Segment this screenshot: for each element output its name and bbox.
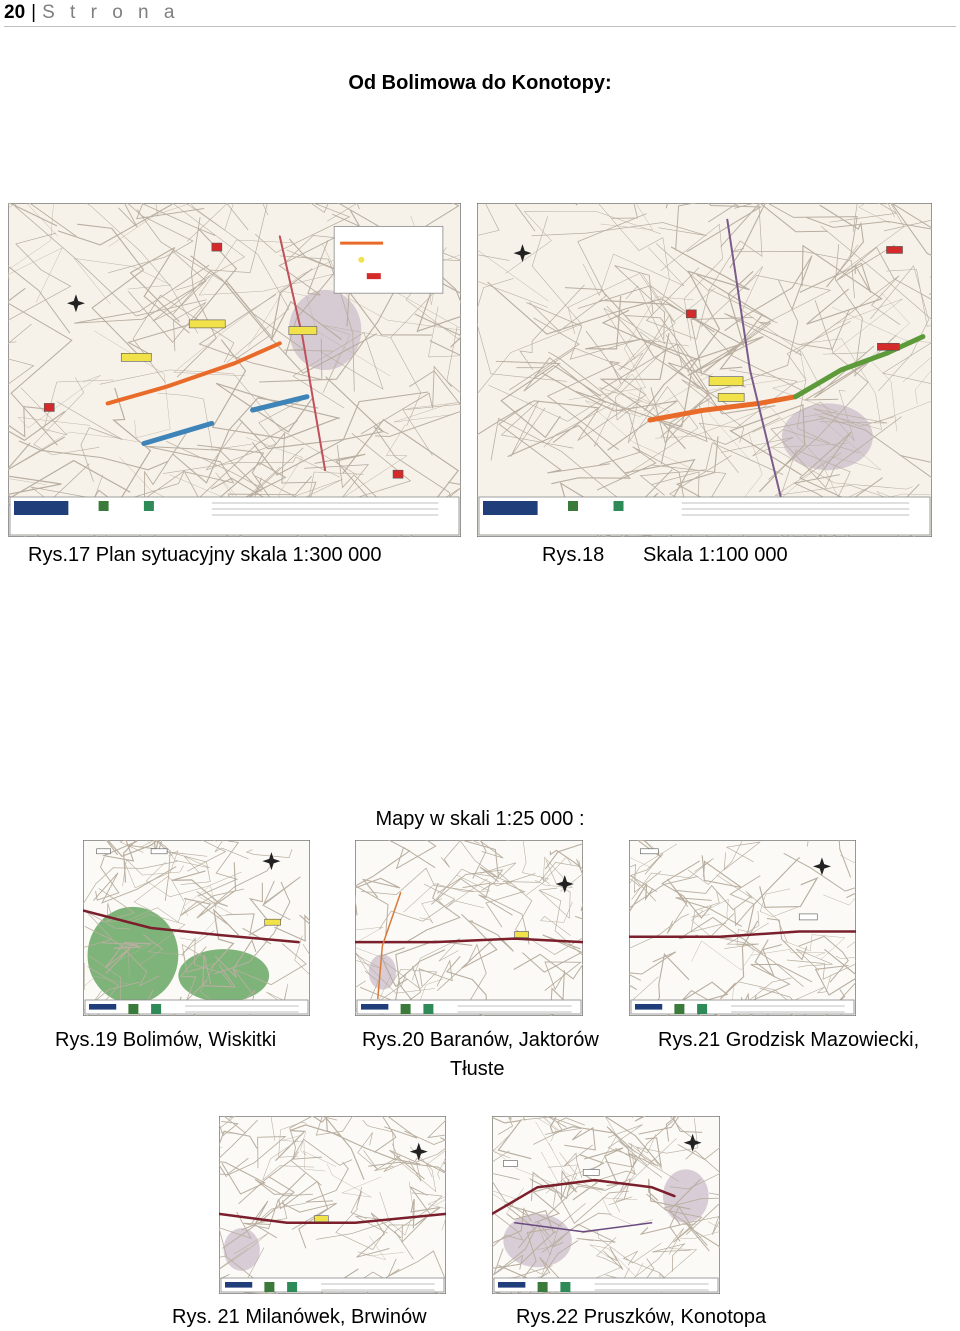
caption-rys20-line1: Rys.20 Baranów, Jaktorów xyxy=(362,1029,599,1051)
caption-rys19: Rys.19 Bolimów, Wiskitki xyxy=(55,1029,277,1051)
map-rys18-detail xyxy=(477,203,932,537)
partner-logo xyxy=(697,1004,707,1014)
map-graphic xyxy=(8,203,461,537)
company-logo xyxy=(225,1282,252,1288)
map-label-box xyxy=(314,1216,328,1222)
map-label-box xyxy=(393,470,403,478)
caption-rys21: Rys.21 Grodzisk Mazowiecki, xyxy=(658,1029,920,1051)
map-label-box xyxy=(709,377,743,386)
map-graphic xyxy=(492,1116,720,1294)
map-label-box xyxy=(718,393,744,401)
map-label-box xyxy=(189,320,225,328)
partner-logo xyxy=(423,1004,433,1014)
map-graphic xyxy=(629,840,856,1016)
map-rys21-milanowek xyxy=(219,1116,446,1294)
caption-rys17: Rys.17 Plan sytuacyjny skala 1:300 000 xyxy=(28,544,382,566)
legend-swatch xyxy=(358,257,364,263)
map-label-box xyxy=(887,246,903,253)
partner-logo xyxy=(674,1004,684,1014)
map-label-box xyxy=(121,353,151,361)
header-separator: | xyxy=(31,2,37,23)
partner-logo xyxy=(287,1282,297,1292)
company-logo xyxy=(89,1004,116,1010)
partner-logo xyxy=(144,501,154,511)
map-graphic xyxy=(83,840,310,1016)
partner-logo xyxy=(560,1282,570,1292)
partner-logo xyxy=(151,1004,161,1014)
partner-logo xyxy=(401,1004,411,1014)
legend-swatch xyxy=(367,273,381,279)
map-label-box xyxy=(151,849,167,854)
page-title: Od Bolimowa do Konotopy: xyxy=(348,72,612,94)
company-logo xyxy=(635,1004,662,1010)
map-label-box xyxy=(44,403,54,411)
page-number: 20 xyxy=(4,2,26,23)
map-graphic xyxy=(477,203,932,537)
page-word: S t r o n a xyxy=(42,2,180,23)
map-label-box xyxy=(503,1161,517,1167)
map-rys17-overview xyxy=(8,203,461,537)
map-rys19 xyxy=(83,840,310,1016)
partner-logo xyxy=(264,1282,274,1292)
map-label-box xyxy=(97,849,111,854)
map-rys22 xyxy=(492,1116,720,1294)
company-logo xyxy=(483,501,538,515)
partner-logo xyxy=(568,501,578,511)
caption-rys20-line2: Tłuste xyxy=(450,1058,505,1080)
legend-box xyxy=(334,226,443,293)
partner-logo xyxy=(614,501,624,511)
map-label-box xyxy=(212,243,222,251)
caption-rys18-number: Rys.18 xyxy=(542,544,605,566)
urban-area xyxy=(663,1169,709,1222)
company-logo xyxy=(361,1004,388,1010)
map-label-box xyxy=(583,1169,599,1175)
caption-rys21-milanowek: Rys. 21 Milanówek, Brwinów xyxy=(172,1306,427,1328)
map-label-box xyxy=(515,932,529,938)
map-label-box xyxy=(877,343,899,350)
map-graphic xyxy=(355,840,583,1016)
map-rys21 xyxy=(629,840,856,1016)
caption-rys22: Rys.22 Pruszków, Konotopa xyxy=(516,1306,767,1328)
map-graphic xyxy=(219,1116,446,1294)
section-title: Mapy w skali 1:25 000 : xyxy=(375,808,585,830)
map-rys20 xyxy=(355,840,583,1016)
map-label-box xyxy=(799,914,817,920)
partner-logo xyxy=(538,1282,548,1292)
company-logo xyxy=(14,501,68,515)
company-logo xyxy=(498,1282,525,1288)
map-label-box xyxy=(265,919,281,925)
partner-logo xyxy=(128,1004,138,1014)
map-frame xyxy=(477,203,932,537)
map-label-box xyxy=(640,849,658,854)
partner-logo xyxy=(99,501,109,511)
caption-rys18-text: Skala 1:100 000 xyxy=(643,544,788,566)
page-header xyxy=(4,0,956,27)
map-label-box xyxy=(686,310,696,318)
map-label-box xyxy=(289,327,317,335)
